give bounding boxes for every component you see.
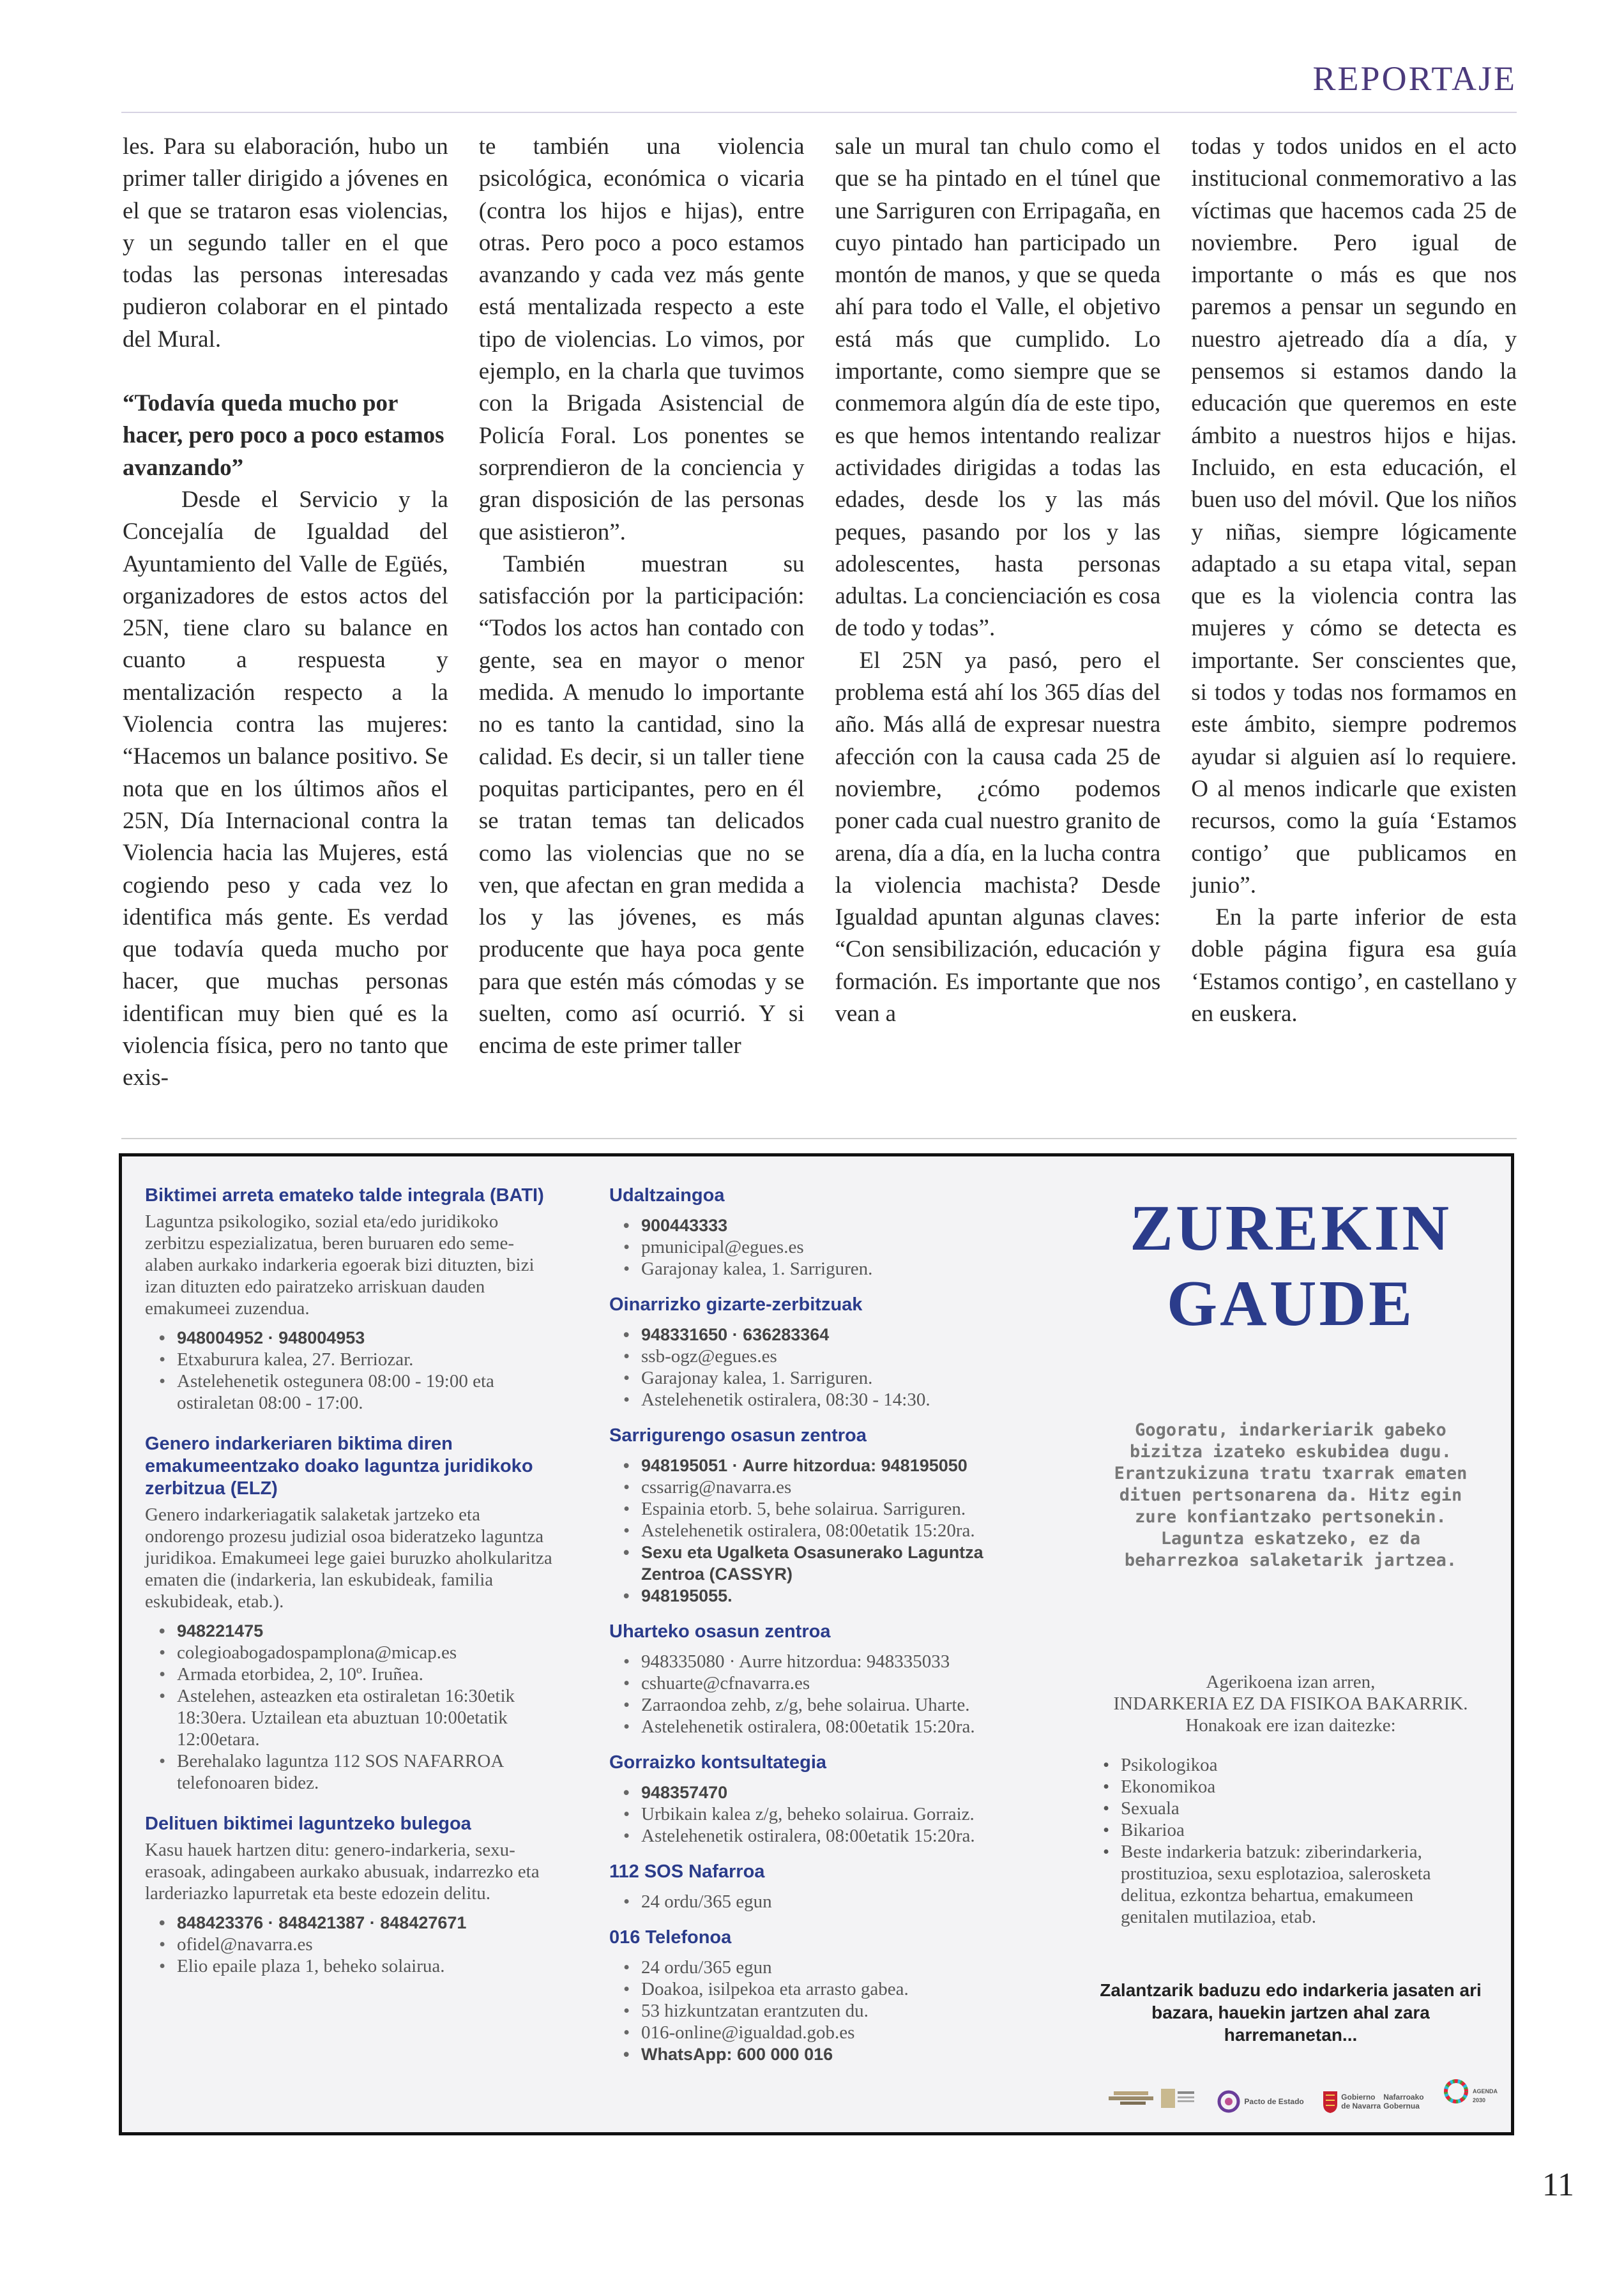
subheading: “Todavía queda mucho por hacer, pero poco a poco estamos avanzando”: [123, 390, 444, 481]
resource-section: [609, 1294, 1043, 1411]
resource-contact-item: • Astelehenetik ostiralera, 08:00etatik 15:20ra.: [623, 1520, 1043, 1542]
resource-contact-item: • pmunicipal@egues.es: [623, 1236, 1043, 1258]
resource-title: Genero indarkeriaren biktima diren emakumeentzako doako laguntza juridikoko zerbitzua (ELZ): [145, 1434, 533, 1499]
violence-type-item: • Ekonomikoa: [1103, 1776, 1482, 1798]
page-number: 11: [1542, 2167, 1574, 2203]
resource-contact-item: • Astelehenetik ostiralera, 08:30 - 14:30.: [623, 1389, 1043, 1411]
violence-note-line: Agerikoena izan arren,: [1206, 1672, 1376, 1692]
logo-label-line: Gobierno: [1341, 2093, 1376, 2102]
closing-text: Zalantzarik baduzu edo indarkeria jasaten ari bazara, hauekin jartzen ahal zara harremanetan...: [1100, 1980, 1482, 2045]
guide-left-column: [145, 1185, 554, 1996]
resource-contact-item: • WhatsApp: 600 000 016: [623, 2043, 1043, 2065]
paragraph: También muestran su satisfacción por la participación: “Todos los actos han contado con gente, sea en mayor o menor medida. A menudo lo importante no es tanto la cantidad, sino la calidad. Es decir, si un taller tiene poquitas participantes, pero en él se tratan temas tan delicados como las violencias que no se ven, que afectan en gran medida a los y las jóvenes, es más producente que haya poca gente para que estén más cómodas y se suelten, como así ocurrió. Y si encima de este primer taller: [478, 550, 805, 1059]
nafarroako-gobernua-label: [1383, 2093, 1423, 2110]
resource-contact-item: • 53 hizkuntzatan erantzuten du.: [623, 2000, 1043, 2022]
resource-contact-item: • Sexu eta Ugalketa Osasunerako Laguntza Zentroa (CASSYR): [623, 1542, 1043, 1585]
resource-title: Delituen biktimei laguntzeko bulegoa: [145, 1814, 471, 1834]
resource-contact-item: • Astelehenetik ostiralera, 08:00etatik 15:20ra.: [623, 1825, 1043, 1847]
guide-title-line: GAUDE: [1166, 1268, 1415, 1340]
resource-contact-item: • 016-online@igualdad.gob.es: [623, 2022, 1043, 2043]
article-column-1: [123, 131, 448, 1137]
guide-reminder: Gogoratu, indarkeriarik gabeko bizitza izateko eskubidea dugu. Erantzukizuna tratu txarrak ematen dituen pertsonarena da. Hitz egin zure konfiantzako pertsonekin. Laguntza eskatzeko, ez da beharrezkoa salaketarik jartzea.: [1114, 1420, 1468, 1570]
resource-section: [145, 1433, 554, 1794]
resource-contact-list: [609, 1957, 1043, 2065]
resource-contact-item: • Zarraondoa zehb, z/g, behe solairua. Uharte.: [623, 1694, 1043, 1716]
resource-contact-item: • 948335080 · Aurre hitzordua: 948335033: [623, 1651, 1043, 1672]
pacto-estado-icon: [1216, 2089, 1241, 2114]
violence-type-item: • Beste indarkeria batzuk: ziberindarkeria, prostituzioa, sexu esplotazioa, salerosketa delitua, ezkontza behartua, emakumeen genitalen mutilazioa, etab.: [1103, 1841, 1482, 1928]
violence-note-line: INDARKERIA EZ DA FISIKOA BAKARRIK.: [1113, 1693, 1468, 1714]
article-column-4: [1191, 131, 1517, 1137]
gobierno-navarra-logo: [1322, 2089, 1423, 2114]
resource-contact-item: • Berehalako laguntza 112 SOS NAFARROA telefonoaren bidez.: [159, 1750, 554, 1794]
agenda-2030-icon: [1442, 2077, 1470, 2114]
resource-title: Udaltzaingoa: [609, 1185, 725, 1206]
resource-contact-item: • cssarrig@navarra.es: [623, 1476, 1043, 1498]
resource-contact-item: • ofidel@navarra.es: [159, 1934, 554, 1955]
logo-label-line: de Navarra: [1341, 2102, 1381, 2110]
guide-title: [1099, 1191, 1482, 1342]
resource-contact-list: [609, 1782, 1043, 1847]
resource-section: [609, 1621, 1043, 1738]
guide-right-column: [1099, 1185, 1482, 2046]
resource-contact-item: • 948004952 · 948004953: [159, 1327, 554, 1349]
resource-title: 016 Telefonoa: [609, 1927, 732, 1948]
resource-contact-list: [609, 1324, 1043, 1411]
resource-contact-item: • Armada etorbidea, 2, 10º. Iruñea.: [159, 1663, 554, 1685]
guide-box: [119, 1153, 1514, 2135]
paragraph: todas y todos unidos en el acto institucional conmemorativo a las víctimas que hacemos cada 25 de noviembre. Pero igual de importante o más es que nos paremos a pensar un segundo en nuestro ajetreado día a día, y pensemos si estamos dando la educación que queremos en este ámbito a nuestros hijos e hijas. Incluido, en esta educación, el buen uso del móvil. Que los niños y niñas, siempre lógicamente adaptado a su etapa vital, sepan que es la violencia contra las mujeres y cómo se detecta es importante. Ser conscientes que, si todos y todas nos formamos en este ámbito, siempre podremos ayudar si alguien así lo requiere. O al menos indicarle que existen recursos, como la guía ‘Estamos contigo’ que publicamos en junio”.: [1191, 133, 1517, 898]
resource-contact-item: • Espainia etorb. 5, behe solairua. Sarriguren.: [623, 1498, 1043, 1520]
resource-contact-item: • Astelehenetik ostegunera 08:00 - 19:00 eta ostiraletan 08:00 - 17:00.: [159, 1370, 554, 1414]
resource-description: Kasu hauek hartzen ditu: genero-indarkeria, sexu-erasoak, adingabeen aurkako abusuak, indarrezko eta larderiazko lapurretak eta beste edozein delitu.: [145, 1840, 540, 1904]
resource-contact-item: • ssb-ogz@egues.es: [623, 1345, 1043, 1367]
resource-section: [609, 1927, 1043, 2065]
paragraph: Desde el Servicio y la Concejalía de Igualdad del Ayuntamiento del Valle de Egüés, organizadores de estos actos del 25N, tiene claro su balance en cuanto a respuesta y mentalización respecto a la Violencia contra las mujeres: “Hacemos un balance positivo. Se nota que en los últimos años el 25N, Día Internacional contra la Violencia hacia las Mujeres, está cogiendo peso y cada vez lo identifica más gente. Es verdad que todavía queda mucho por hacer, que muchas personas identifican muy bien qué es la violencia física, pero no tanto que exis-: [123, 486, 448, 1091]
resource-contact-item: • Urbikain kalea z/g, beheko solairua. Gorraiz.: [623, 1803, 1043, 1825]
agenda-2030-label: AGENDA 2030: [1472, 2088, 1498, 2103]
resource-title: Uharteko osasun zentroa: [609, 1621, 831, 1642]
section-divider: [121, 1138, 1517, 1139]
resource-description: Laguntza psikologiko, sozial eta/edo juridikoko zerbitzu espezializatua, beren buruaren edo seme-alaben aurkako indarkeria egoerak bizi dituzten, bizi izan dituzten edo pairatzeko arriskuan dauden emakumeei zuzendua.: [145, 1211, 535, 1319]
resource-section: [609, 1185, 1043, 1280]
resource-contact-list: [145, 1620, 554, 1794]
resource-contact-list: [145, 1912, 554, 1977]
resource-title: Oinarrizko gizarte-zerbitzuak: [609, 1294, 863, 1315]
resource-contact-list: [145, 1327, 554, 1414]
pacto-estado-logo: [1216, 2089, 1303, 2114]
resource-contact-item: • Etxaburura kalea, 27. Berriozar.: [159, 1349, 554, 1370]
resource-title: Biktimei arreta emateko talde integrala (BATI): [145, 1185, 544, 1206]
guide-title-line: ZUREKIN: [1129, 1192, 1452, 1264]
resource-contact-item: • 948195055.: [623, 1585, 1043, 1607]
resource-contact-list: [609, 1455, 1043, 1607]
logo-label-line: Gobernua: [1383, 2102, 1420, 2110]
resource-title: Gorraizko kontsultategia: [609, 1752, 827, 1773]
violence-note: [1099, 1671, 1482, 1736]
resource-contact-item: • 848423376 · 848421387 · 848427671: [159, 1912, 554, 1934]
resource-section: [609, 1425, 1043, 1607]
resource-contact-list: [609, 1215, 1043, 1280]
resource-title: 112 SOS Nafarroa: [609, 1861, 765, 1882]
pacto-estado-label: Pacto de Estado: [1244, 2097, 1304, 2106]
resource-contact-item: • colegioabogadospamplona@micap.es: [159, 1642, 554, 1663]
violence-note-line: Honakoak ere izan daitezke:: [1185, 1715, 1396, 1736]
resource-contact-list: [609, 1651, 1043, 1738]
article-column-3: [835, 131, 1161, 1137]
resource-contact-item: • Garajonay kalea, 1. Sarriguren.: [623, 1258, 1043, 1280]
resource-description: Genero indarkeriagatik salaketak jartzeko eta ondorengo prozesu judizial osoa bideratzeko laguntza juridikoa. Emakumeei lege gaiei buruzko aholkularitza ematen die (indarkeria, lan eskubideak, familia eskubideak, etab.).: [145, 1504, 552, 1612]
resource-contact-item: • Garajonay kalea, 1. Sarriguren.: [623, 1367, 1043, 1389]
resource-contact-item: • 900443333: [623, 1215, 1043, 1236]
logo-strip: [1109, 2063, 1498, 2114]
guide-middle-column: [609, 1185, 1043, 2079]
resource-contact-item: • Doakoa, isilpekoa eta arrasto gabea.: [623, 1978, 1043, 2000]
paragraph: El 25N ya pasó, pero el problema está ahí los 365 días del año. Más allá de expresar nuestra afección con la causa cada 25 de noviembre, ¿cómo podemos poner cada cual nuestro granito de arena, día a día, en la lucha contra la violencia machista? Desde Igualdad apuntan algunas claves: “Con sensibilización, educación y formación. Es importante que nos vean a: [835, 647, 1161, 1027]
resource-section: [609, 1861, 1043, 1913]
gobierno-navarra-label: [1341, 2093, 1381, 2110]
paragraph: te también una violencia psicológica, económica o vicaria (contra los hijos e hijas), entre otras. Pero poco a poco estamos avanzando y cada vez más gente está mentalizada respecto a este tipo de violencias. Lo vimos, por ejemplo, en la charla que tuvimos con la Brigada Asistencial de Policía Foral. Los ponentes se sorprendieron de la conciencia y gran disposición de las personas que asistieron”.: [478, 133, 805, 545]
resource-contact-item: • 948357470: [623, 1782, 1043, 1803]
agenda-2030-logo: [1442, 2077, 1498, 2114]
paragraph: les. Para su elaboración, hubo un primer taller dirigido a jóvenes en el que se trataron esas violencias, y un segundo taller en el que todas las personas interesadas pudieron colaborar en el pintado del Mural.: [123, 133, 448, 352]
paragraph: sale un mural tan chulo como el que se ha pintado en el túnel que une Sarriguren con Erripagaña, en cuyo pintado han participado un montón de manos, y que se queda ahí para todo el Valle, el objetivo está más que cumplido. Lo importante, como siempre que se conmemora algún día de este tipo, es que hemos intentando realizar actividades dirigidas a todas las edades, desde los y las más peques, pasando por los y las adolescentes, hasta personas adultas. La concienciación es cosa de todo y todas”.: [835, 133, 1161, 642]
resource-contact-item: • 24 ordu/365 egun: [623, 1957, 1043, 1978]
violence-type-item: • Sexuala: [1103, 1798, 1482, 1819]
town-logo: [1109, 2082, 1198, 2114]
resource-contact-item: • 948331650 · 636283364: [623, 1324, 1043, 1345]
town-logo-icon: [1109, 2082, 1198, 2114]
resource-section: [609, 1752, 1043, 1847]
resource-contact-item: • Elio epaile plaza 1, beheko solairua.: [159, 1955, 554, 1977]
resource-section: [145, 1813, 554, 1977]
resource-contact-item: • Astelehenetik ostiralera, 08:00etatik 15:20ra.: [623, 1716, 1043, 1738]
article-column-2: [479, 131, 805, 1137]
violence-type-item: • Psikologikoa: [1103, 1754, 1482, 1776]
header-divider: [121, 112, 1517, 113]
violence-types-list: [1099, 1754, 1482, 1928]
section-label: REPORTAJE: [1312, 59, 1517, 98]
resource-contact-list: [609, 1891, 1043, 1913]
resource-contact-item: • 24 ordu/365 egun: [623, 1891, 1043, 1913]
resource-contact-item: • cshuarte@cfnavarra.es: [623, 1672, 1043, 1694]
logo-label-line: Nafarroako: [1383, 2093, 1424, 2102]
resource-contact-item: • 948221475: [159, 1620, 554, 1642]
resource-contact-item: • Astelehen, asteazken eta ostiraletan 16:30etik 18:30era. Uztailean eta abuztuan 10:00etatik 12:00etara.: [159, 1685, 554, 1750]
resource-title: Sarrigurengo osasun zentroa: [609, 1425, 867, 1446]
resource-contact-item: • 948195051 · Aurre hitzordua: 948195050: [623, 1455, 1043, 1476]
violence-type-item: • Bikarioa: [1103, 1819, 1482, 1841]
resource-section: [145, 1185, 554, 1414]
article-body: [123, 131, 1517, 1137]
paragraph: En la parte inferior de esta doble página figura esa guía ‘Estamos contigo’, en castellano y en euskera.: [1191, 904, 1517, 1027]
navarra-shield-icon: [1322, 2089, 1339, 2114]
